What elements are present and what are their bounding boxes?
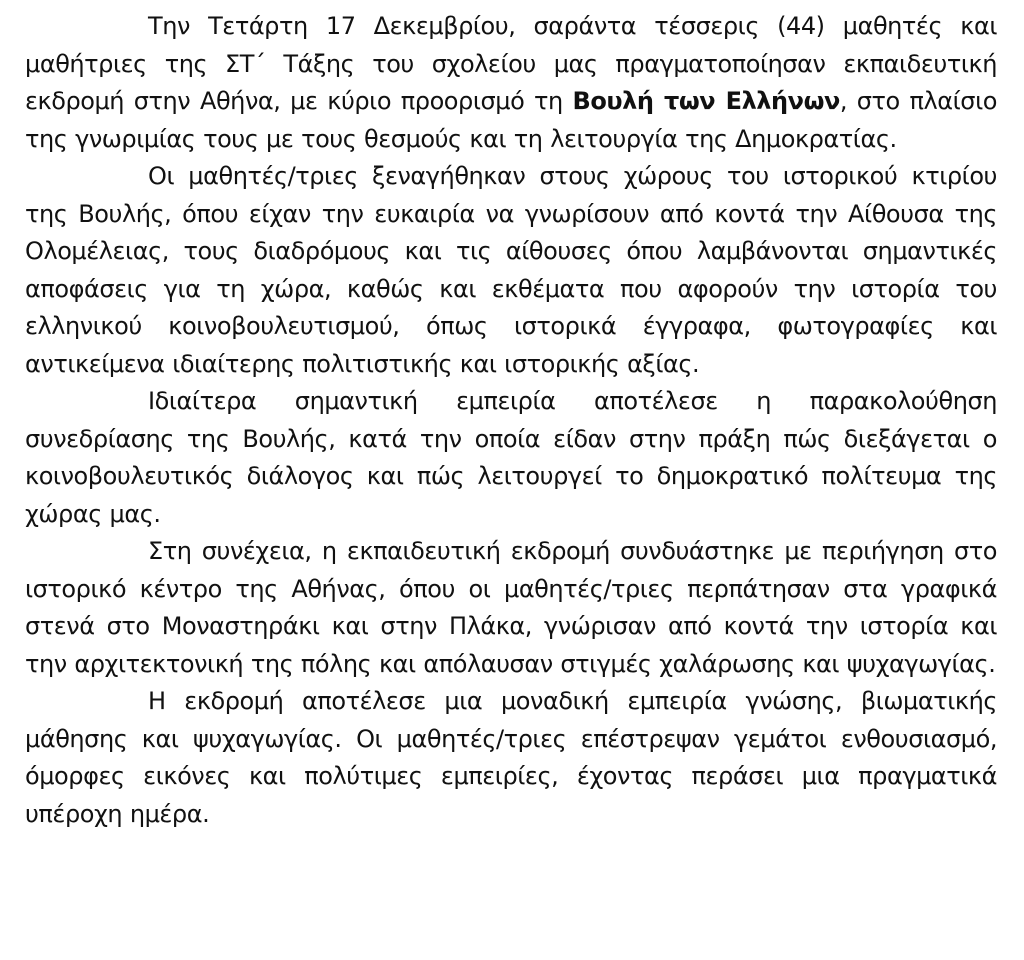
document-body (25, 8, 997, 833)
paragraph-intro-text-end: , στο πλαίσιο της γνωριμίας τους με τους θεσμούς και τη λειτουργία της Δημοκρατίας. (25, 87, 997, 153)
paragraph-session: Ιδιαίτερα σημαντική εμπειρία αποτέλεσε η παρακολούθηση συνεδρίασης της Βουλής, κατά την οποία είδαν στην πράξη πώς διεξάγεται ο κοινοβουλευτικός διάλογος και πώς λειτουργεί το δημοκρατικό πολίτευμα της χώρας μας. (25, 387, 997, 528)
paragraph-tour: Οι μαθητές/τριες ξεναγήθηκαν στους χώρους του ιστορικού κτιρίου της Βουλής, όπου είχαν την ευκαιρία να γνωρίσουν από κοντά την Αίθουσα της Ολομέλειας, τους διαδρόμους και τις αίθουσες όπου λαμβάνονται σημαντικές αποφάσεις για τη χώρα, καθώς και εκθέματα που αφορούν την ιστορία του ελληνικού κοινοβουλευτισμού, όπως ιστορικά έγγραφα, φωτογραφίες και αντικείμενα ιδιαίτερης πολιτιστικής και ιστορικής αξίας. (25, 162, 997, 378)
paragraph-conclusion: Η εκδρομή αποτέλεσε μια μοναδική εμπειρία γνώσης, βιωματικής μάθησης και ψυχαγωγίας. Οι μαθητές/τριες επέστρεψαν γεμάτοι ενθουσιασμό, όμορφες εικόνες και πολύτιμες εμπειρίες, έχοντας περάσει μια πραγματικά υπέροχη ημέρα. (25, 687, 997, 828)
paragraph-city-walk: Στη συνέχεια, η εκπαιδευτική εκδρομή συνδυάστηκε με περιήγηση στο ιστορικό κέντρο της Αθήνας, όπου οι μαθητές/τριες περπάτησαν στα γραφικά στενά στο Μοναστηράκι και στην Πλάκα, γνώρισαν από κοντά την ιστορία και την αρχιτεκτονική της πόλης και απόλαυσαν στιγμές χαλάρωσης και ψυχαγωγίας. (25, 537, 997, 678)
parliament-name-bold: Βουλή των Ελλήνων (572, 87, 840, 115)
paragraph-intro (25, 8, 997, 158)
paragraph-intro-text: Την Τετάρτη 17 Δεκεμβρίου, σαράντα τέσσερις (44) μαθητές και μαθήτριες της ΣΤ΄ Τάξης του σχολείου μας πραγματοποίησαν εκπαιδευτική εκδρομή στην Αθήνα, με κύριο προορισμό τη (25, 12, 997, 115)
